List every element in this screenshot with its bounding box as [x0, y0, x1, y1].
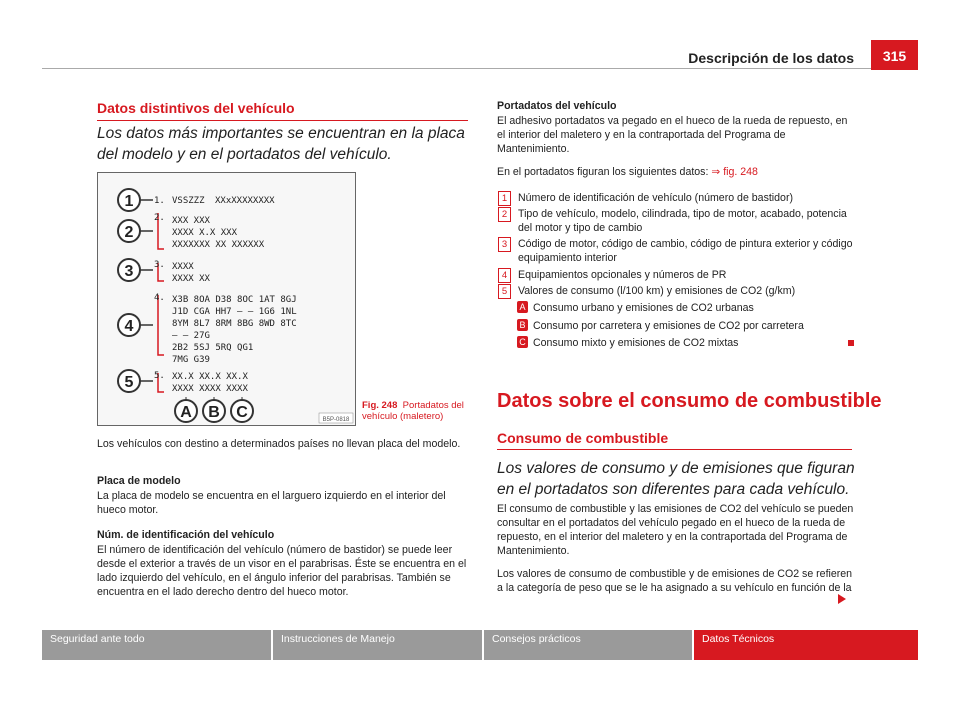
item-text: Consumo urbano y emisiones de CO2 urbanas: [533, 302, 754, 314]
paragraph: Los vehículos con destino a determinados países no llevan placa del modelo.: [97, 438, 461, 450]
callout-2: 2: [124, 224, 134, 241]
continue-arrow-icon: [838, 594, 846, 604]
paragraph: [497, 165, 857, 179]
callout-a: A: [180, 404, 192, 421]
paragraph-title: Núm. de identificación del vehículo: [97, 529, 275, 541]
callout-c: C: [236, 404, 248, 421]
item-letter: A: [517, 301, 528, 313]
caption-text: Portadatos del vehículo (maletero): [362, 400, 464, 422]
item-text: Equipamientos opcionales y números de PR: [518, 269, 727, 281]
item-text: Consumo por carretera y emisiones de CO2 por carretera: [533, 320, 804, 332]
callout-5: 5: [124, 374, 134, 391]
row-5-line-1: XX.X XX.X XX.X: [172, 372, 248, 382]
section-intro: Los datos más importantes se encuentran en la placa del modelo y en el portadatos del vehículo.: [97, 125, 465, 163]
list-item: [498, 237, 853, 264]
callout-4: 4: [124, 318, 134, 335]
paragraph-title: Portadatos del vehículo: [497, 100, 617, 112]
section-end-marker: [848, 340, 854, 346]
section-rule: [97, 120, 468, 121]
item-number: 4: [498, 268, 511, 283]
section-heading: Datos distintivos del vehículo: [97, 100, 295, 116]
row-5-number: 5.: [154, 371, 165, 381]
header-rule: [42, 68, 871, 69]
item-text: Valores de consumo (l/100 km) y emisiones de CO2 (g/km): [518, 285, 796, 297]
paragraph: Los valores de consumo de combustible y de emisiones de CO2 se refieren a la categoría de peso que se le ha asignado a su vehículo en función de la: [497, 568, 853, 594]
paragraph: La placa de modelo se encuentra en el larguero izquierdo en el interior del hueco motor.: [97, 490, 446, 516]
item-number: 3: [498, 237, 511, 252]
footer-tab-instrucciones[interactable]: Instrucciones de Manejo: [273, 630, 482, 660]
row-4-line-6: 7MG G39: [172, 355, 210, 365]
section-rule: [497, 449, 852, 450]
section-heading: Consumo de combustible: [497, 430, 669, 446]
page-number: 315: [871, 40, 918, 70]
item-letter: C: [517, 336, 528, 348]
section-intro: Los valores de consumo y de emisiones que figuran en el portadatos son diferentes para cada vehículo.: [497, 460, 855, 498]
figure-data-sticker: [97, 172, 356, 426]
callout-1: 1: [124, 193, 134, 210]
paragraph-title: Placa de modelo: [97, 475, 181, 487]
list-item: [498, 207, 847, 234]
sub-list-item: [517, 301, 754, 315]
paragraph: El adhesivo portadatos va pegado en el hueco de la rueda de repuesto, en el interior del maletero y en la contraportada del Programa de Mantenimiento.: [497, 115, 848, 155]
row-5-line-2: XXXX XXXX XXXX: [172, 384, 248, 394]
item-number: 2: [498, 207, 511, 222]
chapter-heading: Datos sobre el consumo de combustible: [497, 390, 882, 412]
row-4-line-1: X3B 8OA D38 8OC 1AT 8GJ: [172, 295, 297, 305]
figure-code: B5P-0818: [322, 417, 350, 423]
row-2-line-2: XXXX X.X XXX: [172, 228, 238, 238]
item-number: 1: [498, 191, 511, 206]
item-text: Consumo mixto y emisiones de CO2 mixtas: [533, 337, 739, 349]
row-3-line-2: XXXX XX: [172, 274, 210, 284]
paragraph-text: En el portadatos figuran los siguientes datos:: [497, 166, 709, 178]
sticker-illustration: [98, 173, 355, 425]
item-text: Código de motor, código de cambio, código de pintura exterior y código equipamiento interior: [518, 238, 853, 264]
row-4-line-2: J1D CGA HH7 – – 1G6 1NL: [172, 307, 297, 317]
list-item: [498, 268, 727, 283]
row-4-line-3: 8YM 8L7 8RM 8BG 8WD 8TC: [172, 319, 297, 329]
list-item: [498, 284, 796, 299]
row-2-line-3: XXXXXXX XX XXXXXX: [172, 240, 265, 250]
vin-chars: XXxXXXXXXXX: [215, 196, 275, 206]
sub-list-item: [517, 336, 739, 350]
row-2-line-1: XXX XXX: [172, 216, 210, 226]
footer-tab-consejos[interactable]: Consejos prácticos: [484, 630, 692, 660]
row-3-number: 3.: [154, 260, 165, 270]
caption-number: Fig. 248: [362, 400, 398, 411]
row-3-line-1: XXXX: [172, 262, 194, 272]
running-header-title: Descripción de los datos: [688, 50, 854, 66]
paragraph: El consumo de combustible y las emisiones de CO2 del vehículo se pueden consultar en el portadatos del vehículo pegado en el hueco de la rueda de repuesto, en el interior del maletero y en la contraportada del Programa de Mantenimiento.: [497, 503, 854, 557]
letter-callouts: [175, 397, 253, 422]
item-number: 5: [498, 284, 511, 299]
callout-b: B: [208, 404, 220, 421]
row-1-number: 1.: [154, 196, 165, 206]
sub-list-item: [517, 319, 804, 333]
footer-tab-seguridad[interactable]: Seguridad ante todo: [42, 630, 271, 660]
item-text: Tipo de vehículo, modelo, cilindrada, tipo de motor, acabado, potencia del motor y tipo de cambio: [518, 208, 847, 234]
vin-prefix: VSSZZZ: [172, 196, 205, 206]
row-4-line-5: 2B2 5SJ 5RQ QG1: [172, 343, 254, 353]
row-4-line-4: – – 27G: [172, 331, 210, 341]
footer-tab-datos-tecnicos[interactable]: Datos Técnicos: [694, 630, 918, 660]
figure-caption: [362, 400, 472, 422]
paragraph: El número de identificación del vehículo (número de bastidor) se puede leer desde el exterior a través de un visor en el parabrisas. Éste se encuentra en el lado izquierdo del vehículo, en el ángulo inferior del parabrisas. También se encuentra en el lado derecho dentro del hueco motor.: [97, 544, 467, 598]
item-text: Número de identificación de vehículo (número de bastidor): [518, 192, 793, 204]
list-item: [498, 191, 793, 206]
figure-link[interactable]: ⇒ fig. 248: [711, 166, 758, 178]
callout-3: 3: [124, 263, 134, 280]
row-4-number: 4.: [154, 293, 165, 303]
row-2-number: 2.: [154, 213, 165, 223]
item-letter: B: [517, 319, 528, 331]
